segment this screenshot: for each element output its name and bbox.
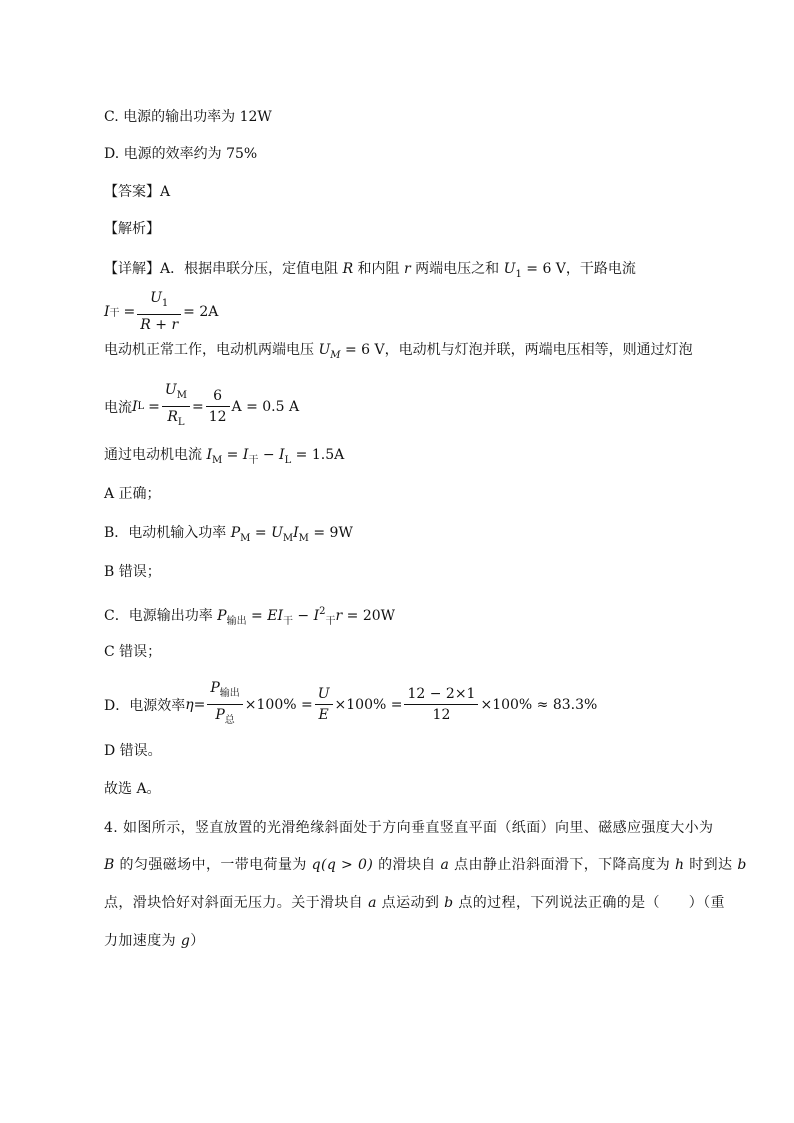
fraction: [206, 387, 230, 426]
symbol-R: R: [342, 261, 354, 277]
option-c: C. 电源的输出功率为 12W: [104, 109, 272, 125]
percent-term: ×100% =: [244, 696, 313, 713]
numerator: 6: [206, 387, 230, 407]
text-segment: 时到达: [684, 857, 738, 873]
a-correct: A 正确；: [104, 486, 161, 502]
fraction: [137, 289, 181, 334]
subscript: M: [282, 533, 294, 544]
subscript: L: [177, 417, 185, 428]
motor-voltage-line: [104, 340, 693, 366]
text-segment: D．电源效率: [104, 697, 186, 714]
numerator: U: [164, 382, 177, 398]
text-segment: ）: [190, 933, 205, 949]
point-b: b: [737, 857, 747, 873]
symbol-U: U: [318, 342, 331, 358]
numerator: U: [315, 685, 333, 705]
condition: (q > 0): [320, 857, 374, 873]
equals-sign: =: [123, 303, 136, 320]
text-segment: = 6 V，干路电流: [521, 261, 636, 277]
text-segment: 通过电动机电流: [104, 447, 207, 463]
result: = 20W: [342, 608, 396, 624]
subscript: M: [330, 350, 341, 361]
d-wrong: D 错误。: [104, 743, 162, 759]
subscript: M: [211, 455, 223, 466]
formula-efficiency: [104, 679, 597, 730]
subscript: M: [176, 390, 187, 401]
symbol-B: B: [104, 857, 115, 873]
question-4-line-4: [104, 931, 205, 951]
equals-sign: =: [191, 398, 204, 415]
denominator: 12: [432, 707, 451, 723]
equals-sign: =: [250, 525, 272, 541]
text-segment: B．电动机输入功率: [104, 525, 231, 541]
text-segment: 电动机正常工作，电动机两端电压: [104, 342, 319, 358]
text-segment: 点由静止沿斜面滑下，下降高度为: [449, 857, 675, 873]
subscript: 干: [248, 455, 259, 466]
fraction: [315, 685, 333, 724]
b-wrong: B 错误；: [104, 564, 161, 580]
symbol-I: I: [293, 525, 299, 541]
option-d: D. 电源的效率约为 75%: [104, 146, 258, 162]
text-segment: 和内阻: [353, 261, 405, 277]
symbol-P: P: [217, 608, 227, 624]
symbol-h: h: [674, 857, 685, 873]
c-wrong: C 错误；: [104, 644, 162, 660]
analysis-heading: 【解析】: [104, 221, 160, 237]
fraction: [404, 685, 478, 724]
text-segment: 两端电压之和: [410, 261, 504, 277]
subscript: 干: [282, 616, 293, 627]
text-segment: 点运动到: [376, 895, 445, 911]
equals-sign: =: [246, 608, 268, 624]
symbol-g: g: [180, 933, 191, 949]
result: = 1.5A: [291, 447, 345, 463]
fraction: [162, 381, 190, 432]
result: A = 0.5 A: [231, 398, 300, 415]
subscript: 总: [224, 715, 235, 726]
result: ×100% ≈ 83.3%: [480, 696, 598, 713]
subscript: 输出: [219, 688, 240, 699]
superscript: 2: [319, 606, 326, 617]
symbol-I: I: [104, 303, 110, 320]
denominator: R: [167, 409, 178, 425]
equals-sign: =: [222, 447, 243, 463]
text-segment: 的匀强磁场中，一带电荷量为: [114, 857, 312, 873]
symbol-I: I: [132, 398, 138, 415]
detail-line-1: [104, 259, 636, 285]
subscript: L: [284, 455, 292, 466]
minus-sign: −: [258, 447, 280, 463]
denominator: P: [215, 707, 225, 723]
symbol-r: r: [404, 261, 411, 277]
subscript: 1: [515, 269, 522, 280]
symbol-eta: η: [185, 696, 194, 713]
subscript: L: [137, 401, 145, 412]
denominator: R + r: [140, 317, 179, 333]
final-choice: 故选 A。: [104, 781, 161, 797]
minus-sign: −: [292, 608, 314, 624]
numerator: U: [150, 290, 162, 306]
symbol-I: I: [242, 447, 249, 463]
fraction: [207, 679, 242, 730]
answer-label: 【答案】A: [104, 184, 171, 200]
question-4-line-1: 4. 如图所示，竖直放置的光滑绝缘斜面处于方向垂直竖直平面（纸面）向里、磁感应强度大小为: [104, 820, 714, 836]
text-segment: 点，滑块恰好对斜面无压力。关于滑块自: [104, 895, 369, 911]
question-4-line-3: [104, 893, 725, 913]
point-a: a: [440, 857, 450, 873]
denominator: 12: [208, 409, 227, 425]
subscript: M: [298, 533, 309, 544]
equals-sign: =: [148, 398, 160, 415]
question-4-line-2: [104, 855, 747, 875]
result: = 2A: [183, 303, 219, 320]
symbol-I: I: [206, 447, 212, 463]
symbol-r: r: [335, 608, 343, 624]
denominator: E: [318, 707, 329, 723]
text-segment: 力加速度为: [104, 933, 181, 949]
symbol-U: U: [271, 525, 283, 541]
text-segment: 的滑块自: [373, 857, 441, 873]
point-a: a: [368, 895, 377, 911]
equals-sign: =: [193, 696, 206, 713]
subscript: 干: [109, 308, 120, 319]
motor-current-line: [104, 445, 344, 471]
text-segment: = 6 V，电动机与灯泡并联，两端电压相等，则通过灯泡: [340, 342, 693, 358]
subscript: 输出: [226, 616, 247, 627]
text-segment: 电流: [104, 399, 132, 416]
c-power-line: [104, 602, 395, 632]
text-segment: 【详解】A．根据串联分压，定值电阻: [104, 261, 343, 277]
symbol-I: I: [279, 447, 285, 463]
formula-lamp-current: [104, 381, 299, 432]
numerator: P: [210, 680, 220, 696]
result: = 9W: [308, 525, 353, 541]
symbol-EI: EI: [267, 608, 283, 624]
formula-i-gan: [104, 289, 218, 334]
subscript: M: [240, 533, 251, 544]
point-b: b: [444, 895, 454, 911]
symbol-q: q: [311, 857, 321, 873]
text-segment: 点的过程，下列说法正确的是（ ）（重: [453, 895, 725, 911]
numerator: 12 − 2×1: [404, 685, 478, 705]
subscript: 干: [325, 616, 336, 627]
subscript: 1: [161, 298, 169, 309]
symbol-P: P: [230, 525, 241, 541]
b-power-line: [104, 523, 353, 549]
percent-term: ×100% =: [334, 696, 403, 713]
symbol-U: U: [503, 261, 516, 277]
text-segment: C．电源输出功率: [104, 608, 218, 624]
symbol-I: I: [313, 608, 320, 624]
